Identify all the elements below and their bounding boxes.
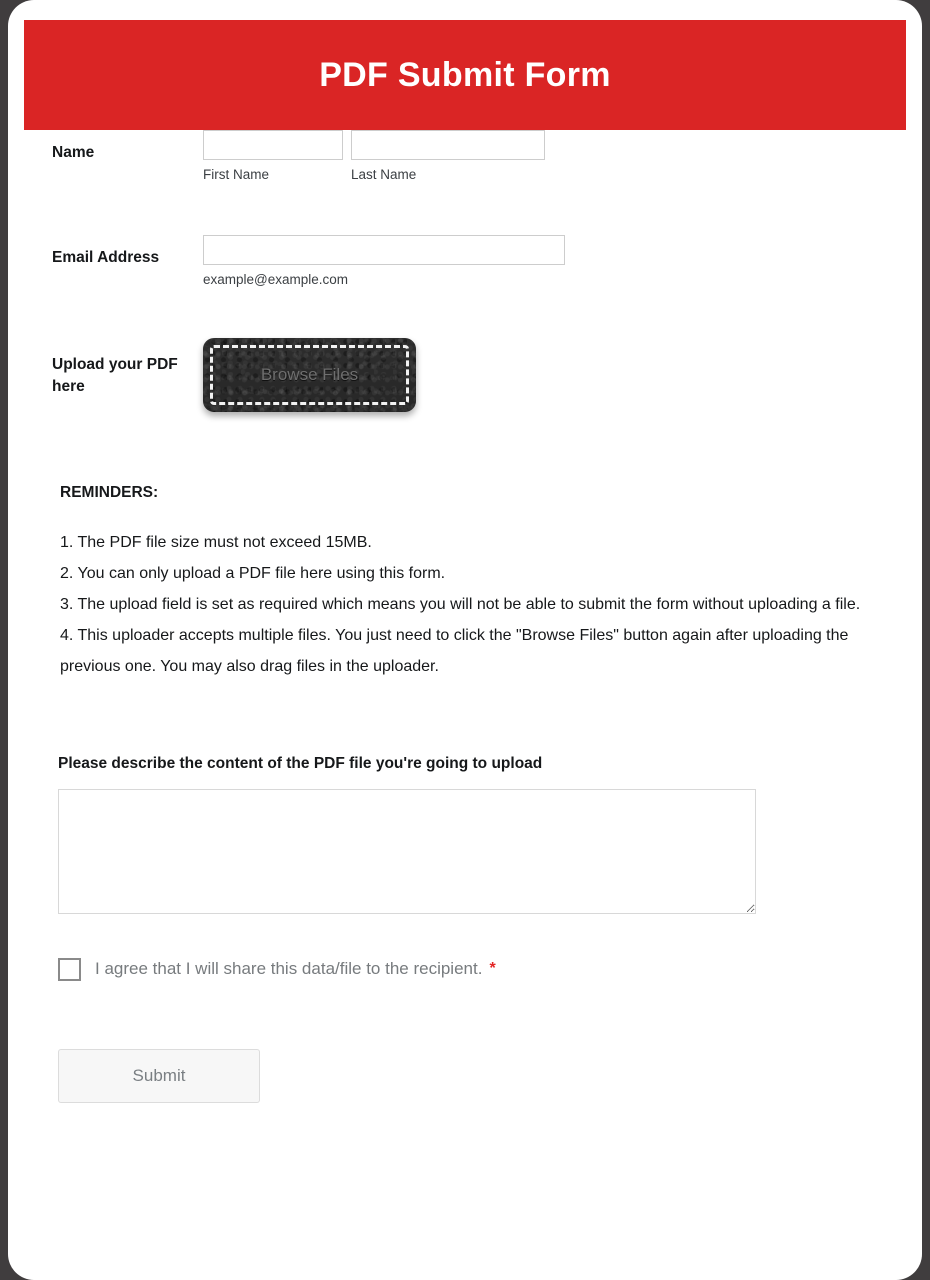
email-input[interactable] <box>203 235 565 265</box>
last-name-sublabel: Last Name <box>351 167 417 182</box>
last-name-group <box>351 130 545 183</box>
first-name-input[interactable] <box>203 130 343 160</box>
upload-label: Upload your PDF here <box>52 356 178 396</box>
upload-controls <box>203 338 416 412</box>
submit-button[interactable]: Submit <box>58 1049 260 1103</box>
agreement-row <box>8 958 922 981</box>
description-section <box>8 755 922 914</box>
field-upload <box>8 338 922 412</box>
form-card <box>8 0 922 1280</box>
email-inputs <box>203 235 565 288</box>
reminder-item: 2. You can only upload a PDF file here using this form. <box>60 565 446 583</box>
field-email <box>8 235 922 288</box>
form-body <box>8 130 922 1103</box>
description-label: Please describe the content of the PDF file you're going to upload <box>58 754 543 772</box>
first-name-sublabel: First Name <box>203 167 270 182</box>
reminders-section <box>8 484 922 682</box>
email-label: Email Address <box>52 249 160 267</box>
agreement-label: I agree that I will share this data/file to the recipient. <box>95 959 483 979</box>
reminders-title: REMINDERS: <box>60 484 159 502</box>
page-title: PDF Submit Form <box>319 55 611 94</box>
reminder-item: 1. The PDF file size must not exceed 15MB. <box>60 534 372 552</box>
email-sublabel: example@example.com <box>203 272 349 288</box>
browse-files-button[interactable] <box>203 338 416 412</box>
last-name-input[interactable] <box>351 130 545 160</box>
first-name-group <box>203 130 343 183</box>
email-group <box>203 235 565 288</box>
reminders-list <box>60 528 882 682</box>
form-header <box>24 20 906 130</box>
reminder-item: 3. The upload field is set as required which means you will not be able to submit the form without uploading a file. <box>60 596 861 614</box>
browse-files-label: Browse Files <box>260 365 359 385</box>
required-asterisk: * <box>489 960 496 978</box>
agreement-checkbox[interactable] <box>58 958 81 981</box>
submit-row <box>8 1049 922 1103</box>
reminder-item: 4. This uploader accepts multiple files. You just need to click the "Browse Files" button again after uploading the previous one. You may also drag files in the uploader. <box>60 627 849 675</box>
name-inputs <box>203 130 545 183</box>
description-textarea[interactable] <box>58 789 756 914</box>
field-name <box>8 130 922 183</box>
name-label: Name <box>52 144 95 161</box>
